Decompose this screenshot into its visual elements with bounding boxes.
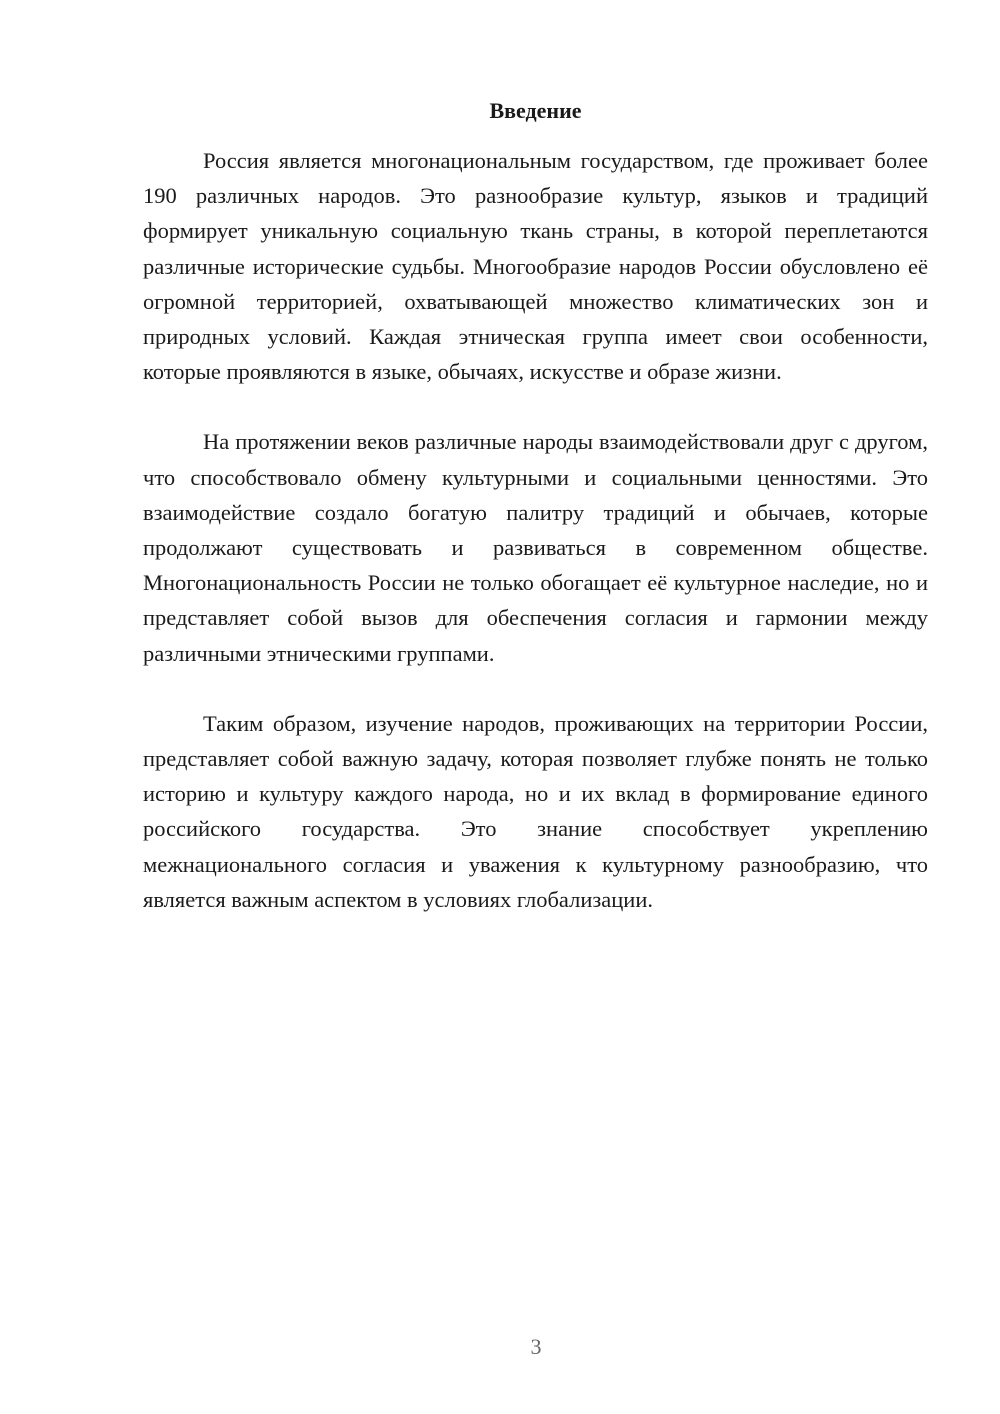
page-content — [143, 94, 928, 917]
paragraph-2: На протяжении веков различные народы взаимодействовали друг с другом, что способствовало обмену культурными и социальными ценностями. Это взаимодействие создало богатую палитру традиций и обычаев, которые продолжают существовать и развиваться в современном обществе. Многонациональность России не только обогащает её культурное наследие, но и представляет собой вызов для обеспечения согласия и гармонии между различными этническими группами. — [143, 429, 928, 666]
section-title: Введение — [489, 98, 582, 123]
paragraph-3: Таким образом, изучение народов, проживающих на территории России, представляет собой важную задачу, которая позволяет глубже понять не только историю и культуру каждого народа, но и их вклад в формирование единого российского государства. Это знание способствует укреплению межнационального согласия и уважения к культурному разнообразию, что является важным аспектом в условиях глобализации. — [143, 710, 928, 912]
paragraph-1: Россия является многонациональным государством, где проживает более 190 различных народов. Это разнообразие культур, языков и традиций формирует уникальную социальную ткань страны, в которой переплетаются различные исторические судьбы. Многообразие народов России обусловлено её огромной территорией, охватывающей множество климатических зон и природных условий. Каждая этническая группа имеет свои особенности, которые проявляются в языке, обычаях, искусстве и образе жизни. — [143, 148, 928, 385]
page-number: 3 — [530, 1334, 542, 1359]
